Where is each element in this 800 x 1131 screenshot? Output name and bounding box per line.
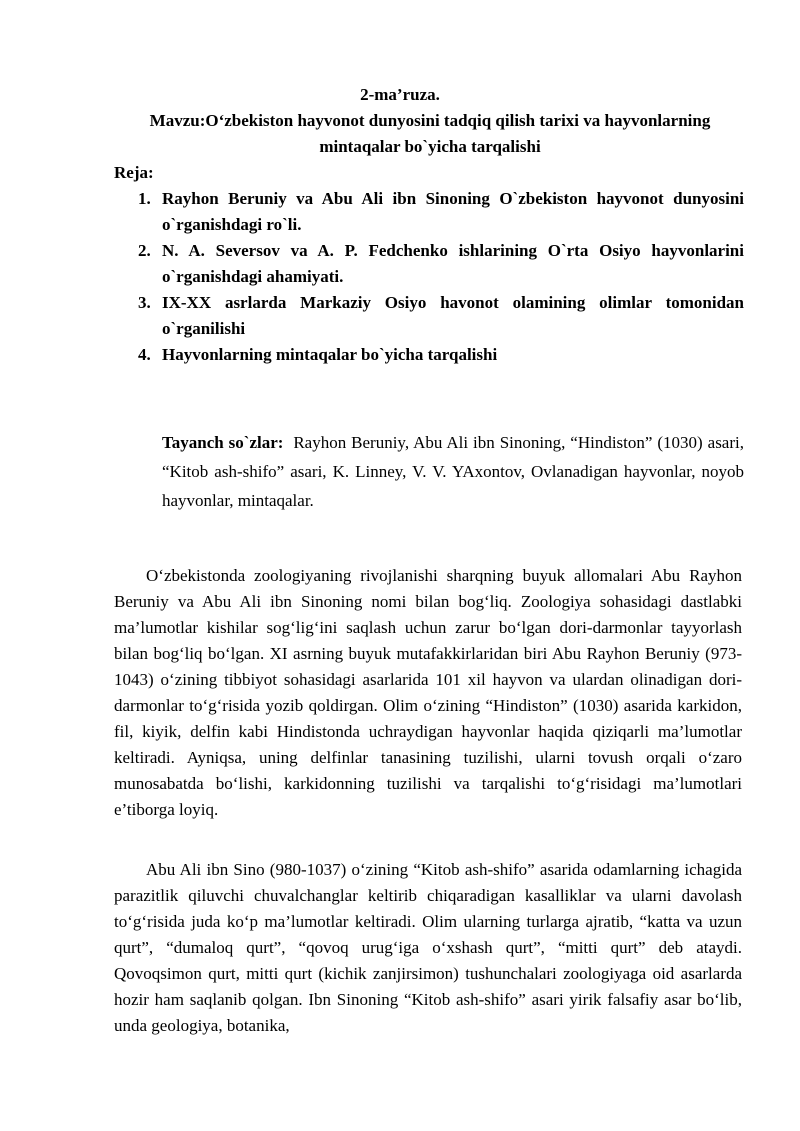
plan-item <box>110 186 744 238</box>
plan-item <box>110 342 744 368</box>
plan-item-number: 1. <box>138 189 151 208</box>
plan-item-text: N. A. Seversov va A. P. Fedchenko ishlarining O`rta Osiyo hayvonlarini o`rganishdagi ahamiyati. <box>162 241 744 286</box>
plan-item-number: 2. <box>138 241 151 260</box>
body-paragraph: Abu Ali ibn Sino (980-1037) o‘zining “Kitob ash-shifo” asarida odamlarning ichagida parazitlik qiluvchi chuvalchanglar keltirib chiqaradigan kasalliklar va ularni davolash to‘g‘risida juda ko‘p ma’lumotlar keltiradi. Olim ularning turlarga ajratib, “katta va uzun qurt”, “dumaloq qurt”, “qovoq urug‘iga o‘xshash qurt”, “mitti qurt” deb ataydi. Qovoqsimon qurt, mitti qurt (kichik zanjirsimon) tushunchalari zoologiyaga oid asarlarda hozir ham saqlanib qolgan. Ibn Sinoning “Kitob ash-shifo” asari yirik falsafiy asar bo‘lib, unda geologiya, botanika, <box>114 860 742 1035</box>
body-paragraph: O‘zbekistonda zoologiyaning rivojlanishi sharqning buyuk allomalari Abu Rayhon Beruniy va Abu Ali ibn Sinoning nomi bilan bog‘liq. Zoologiya sohasidagi dastlabki ma’lumotlar kishilar sog‘lig‘ini saqlash uchun zarur bo‘lgan dori-darmonlar tayyorlash bilan bog‘liq bo‘lgan. XI asrning buyuk mutafakkirlaridan biri Abu Rayhon Beruniy (973-1043) o‘zining tibbiyot sohasidagi asarlarida 101 xil hayvon va ulardan olinadigan dori-darmonlar to‘g‘risida yozib qoldirgan. Olim o‘zining “Hindiston” (1030) asarida karkidon, fil, kiyik, delfin kabi Hindistonda uchraydigan hayvonlar haqida qiziqarli ma’lumotlar keltiradi. Ayniqsa, uning delfinlar tanasining tuzilishi, ularni tovush orqali o‘zaro munosabatda bo‘lishi, karkidonning tuzilishi va tarqalishi to‘g‘risidagi ma’lumotlari e’tiborga loyiq. <box>114 566 742 819</box>
keywords-label: Tayanch so`zlar: <box>162 433 284 452</box>
keywords-block <box>162 428 744 515</box>
plan-item-number: 3. <box>138 293 151 312</box>
plan-item-text: IX-XX asrlarda Markaziy Osiyo havonot olamining olimlar tomonidan o`rganilishi <box>162 293 744 338</box>
lecture-number: 2-ma’ruza. <box>360 85 440 104</box>
plan-list <box>110 186 744 368</box>
plan-item-number: 4. <box>138 345 151 364</box>
keywords-text: Rayhon Beruniy, Abu Ali ibn Sinoning, “Hindiston” (1030) asari, “Kitob ash-shifo” asari, K. Linney, V. V. YAxontov, Ovlanadigan hayvonlar, noyob hayvonlar, mintaqalar. <box>162 433 744 510</box>
plan-label: Reja: <box>114 163 154 182</box>
plan-item <box>110 290 744 342</box>
plan-item <box>110 238 744 290</box>
lecture-topic: Mavzu:O‘zbekiston hayvonot dunyosini tadqiq qilish tarixi va hayvonlarning mintaqalar bo`yicha tarqalishi <box>149 111 711 156</box>
plan-item-text: Hayvonlarning mintaqalar bo`yicha tarqalishi <box>162 345 498 364</box>
plan-item-text: Rayhon Beruniy va Abu Ali ibn Sinoning O`zbekiston hayvonot dunyosini o`rganishdagi ro`li. <box>162 189 744 234</box>
